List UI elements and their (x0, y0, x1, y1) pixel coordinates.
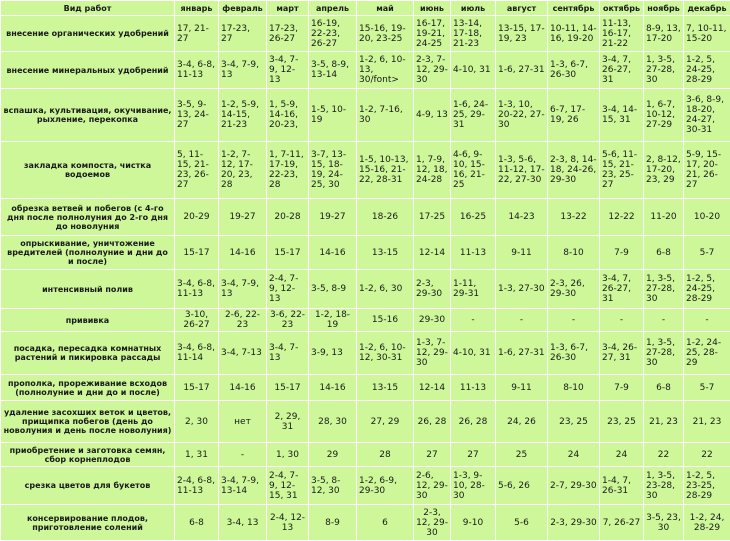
date-cell: 24 (600, 443, 644, 467)
date-cell: 17-23, 26-27 (267, 16, 309, 52)
date-cell: - (548, 309, 600, 332)
date-cell: 17-23, 27 (219, 16, 267, 52)
date-cell: 3-4, 7, 26-27, 31 (600, 270, 644, 309)
activity-cell: вспашка, культивация, окучивание, рыхление, перекопка (1, 89, 175, 142)
date-cell: 2-3, 7-12, 29-30 (414, 52, 451, 89)
date-cell: 1, 30 (267, 443, 309, 467)
date-cell: 26, 28 (414, 401, 451, 443)
table-row (1, 270, 730, 309)
date-cell: 16-25 (451, 199, 496, 236)
date-cell: 1-2, 5, 24-25, 28-29 (684, 52, 730, 89)
date-cell: 1-2, 6, 30 (357, 270, 414, 309)
date-cell: 28 (357, 443, 414, 467)
date-cell: 1, 7-9, 12, 18, 24-28 (414, 142, 451, 199)
header-month: декабрь (684, 1, 730, 16)
table-row (1, 309, 730, 332)
date-cell: 7, 26-27 (600, 505, 644, 541)
date-cell: 15-17 (175, 236, 219, 270)
date-cell: 1-6, 27-31 (496, 52, 548, 89)
date-cell: 1-2, 6, 10-12, 30-31 (357, 332, 414, 375)
date-cell: 3-4, 7-13 (219, 332, 267, 375)
date-cell: 13-15, 17-19, 23 (496, 16, 548, 52)
date-cell: 1-2, 18-19 (309, 309, 357, 332)
date-cell: 1, 3-5, 27-28, 30 (644, 52, 684, 89)
activity-cell: удаление засохших веток и цветов, прищипка побегов (день до новолуния и день после новолуния) (1, 401, 175, 443)
date-cell: - (684, 309, 730, 332)
header-month: январь (175, 1, 219, 16)
table-row (1, 467, 730, 505)
table-row (1, 89, 730, 142)
date-cell: 2-3, 29-30 (548, 505, 600, 541)
date-cell: 10-20 (684, 199, 730, 236)
date-cell: 14-16 (309, 375, 357, 401)
activity-cell: опрыскивание, уничтожение вредителей (полнолуние и дни до и после) (1, 236, 175, 270)
activity-cell: посадка, пересадка комнатных растений и пикировка рассады (1, 332, 175, 375)
date-cell: 29-30 (414, 309, 451, 332)
date-cell: 15-17 (267, 236, 309, 270)
date-cell: 1-2, 24-25, 28-29 (684, 332, 730, 375)
date-cell: - (496, 309, 548, 332)
date-cell: - (219, 443, 267, 467)
date-cell: 1-2, 7-12, 17-20, 23, 28 (219, 142, 267, 199)
date-cell: 2-3, 12, 29-30 (414, 505, 451, 541)
date-cell: 6-8 (644, 236, 684, 270)
date-cell: 2-6, 12, 29-30 (414, 467, 451, 505)
date-cell: 3-6, 8-9, 18-20, 24-27, 30-31 (684, 89, 730, 142)
table-row (1, 16, 730, 52)
date-cell: 3-5, 8-9, 13-14 (309, 52, 357, 89)
date-cell: 3-5, 9-13, 24-27 (175, 89, 219, 142)
date-cell: 2-3, 29-30 (414, 270, 451, 309)
date-cell: 1-2, 5, 23-25, 28-29 (684, 467, 730, 505)
date-cell: 1-2, 6-9, 29-30 (357, 467, 414, 505)
date-cell: 1-2, 7-16, 30 (357, 89, 414, 142)
date-cell: 3-6, 22-23 (267, 309, 309, 332)
activity-cell: прививка (1, 309, 175, 332)
date-cell: 3-5, 8-12, 30 (309, 467, 357, 505)
date-cell: 3-4, 26-27, 31 (600, 332, 644, 375)
date-cell: 1, 3-5, 27-28, 30 (644, 270, 684, 309)
header-month: март (267, 1, 309, 16)
date-cell: 15-17 (267, 375, 309, 401)
date-cell: 20-29 (175, 199, 219, 236)
table-row (1, 401, 730, 443)
date-cell: 5-9, 15-17, 20-21, 26-27 (684, 142, 730, 199)
date-cell: 13-22 (548, 199, 600, 236)
date-cell: 1, 3-5, 23-28, 30 (644, 467, 684, 505)
date-cell: 10-11, 14-16, 19-20 (548, 16, 600, 52)
date-cell: 1-3, 6-7, 26-30 (548, 52, 600, 89)
date-cell: 27 (414, 443, 451, 467)
date-cell: 14-16 (219, 375, 267, 401)
date-cell: 16-17, 19-21, 24-25 (414, 16, 451, 52)
date-cell: 3-4, 7, 26-27, 31 (600, 52, 644, 89)
table-row (1, 375, 730, 401)
date-cell: 22 (684, 443, 730, 467)
date-cell: 3-4, 6-8, 11-14 (175, 332, 219, 375)
date-cell: 3-4, 7-9, 13 (219, 270, 267, 309)
activity-cell: интенсивный полив (1, 270, 175, 309)
date-cell: 8-9, 13, 17-20 (644, 16, 684, 52)
activity-cell: срезка цветов для букетов (1, 467, 175, 505)
date-cell: 3-4, 7-13 (267, 332, 309, 375)
table-row (1, 52, 730, 89)
date-cell: 4-10, 31 (451, 52, 496, 89)
header-month: сентябрь (548, 1, 600, 16)
date-cell: 1, 7-11, 17-19, 22-23, 28 (267, 142, 309, 199)
date-cell: 17-25 (414, 199, 451, 236)
date-cell: 3-4, 7-9, 13-14 (219, 467, 267, 505)
date-cell: 4-6, 9-10, 15-16, 21-25 (451, 142, 496, 199)
date-cell: 2-3, 26, 29-30 (548, 270, 600, 309)
date-cell: 7-9 (600, 236, 644, 270)
header-month: февраль (219, 1, 267, 16)
date-cell: 15-17 (175, 375, 219, 401)
header-row (1, 1, 730, 16)
date-cell: 1, 6-7, 10-12, 27-29 (644, 89, 684, 142)
date-cell: 16-19, 22-23, 26-27 (309, 16, 357, 52)
table-row (1, 236, 730, 270)
date-cell: 3-10, 26-27 (175, 309, 219, 332)
date-cell: 20-28 (267, 199, 309, 236)
date-cell: - (600, 309, 644, 332)
date-cell: 3-4, 7-9, 12-13 (267, 52, 309, 89)
date-cell: 1-3, 7-12, 29-30 (414, 332, 451, 375)
date-cell: 6-7, 17-19, 26 (548, 89, 600, 142)
date-cell: 3-4, 6-8, 11-13 (175, 52, 219, 89)
date-cell: 8-9 (309, 505, 357, 541)
table-row (1, 332, 730, 375)
date-cell: 5-6, 26 (496, 467, 548, 505)
date-cell: 3-7, 13-15, 18-19, 24-25, 30 (309, 142, 357, 199)
date-cell: нет (219, 401, 267, 443)
date-cell: 1-6, 24-25, 29-31 (451, 89, 496, 142)
date-cell: - (451, 309, 496, 332)
date-cell: 21, 23 (644, 401, 684, 443)
date-cell: 12-22 (600, 199, 644, 236)
date-cell: 11-13 (451, 236, 496, 270)
date-cell: 5, 11-15, 21-23, 26-27 (175, 142, 219, 199)
date-cell: 1-5, 10-19 (309, 89, 357, 142)
date-cell: 19-27 (309, 199, 357, 236)
date-cell: 25 (496, 443, 548, 467)
date-cell: 5-7 (684, 236, 730, 270)
date-cell: 14-23 (496, 199, 548, 236)
date-cell: 3-9, 13 (309, 332, 357, 375)
date-cell: 1-2, 5, 24-25, 28-29 (684, 270, 730, 309)
date-cell: 1-4, 7, 26-31 (600, 467, 644, 505)
date-cell: 1-3, 10, 20-22, 27-30 (496, 89, 548, 142)
date-cell: 1, 3-5, 27-28, 30 (644, 332, 684, 375)
header-month: ноябрь (644, 1, 684, 16)
activity-cell: консервирование плодов, приготовление солений (1, 505, 175, 541)
date-cell: 23, 25 (600, 401, 644, 443)
table-row (1, 199, 730, 236)
date-cell: 2, 29, 31 (267, 401, 309, 443)
date-cell: 6-8 (644, 375, 684, 401)
date-cell: 5-6 (496, 505, 548, 541)
date-cell: 29 (309, 443, 357, 467)
date-cell: 11-13 (451, 375, 496, 401)
date-cell: 2-4, 7-9, 12-13 (267, 270, 309, 309)
date-cell: 12-14 (414, 375, 451, 401)
date-cell: 3-4, 6-8, 11-13 (175, 270, 219, 309)
date-cell: 6 (357, 505, 414, 541)
date-cell: 1-11, 29-31 (451, 270, 496, 309)
table-row (1, 142, 730, 199)
date-cell: - (644, 309, 684, 332)
date-cell: 1-6, 27-31 (496, 332, 548, 375)
date-cell: 9-11 (496, 375, 548, 401)
date-cell: 19-27 (219, 199, 267, 236)
date-cell: 26, 28 (451, 401, 496, 443)
date-cell: 3-4, 14-15, 31 (600, 89, 644, 142)
header-month: май (357, 1, 414, 16)
activity-cell: приобретение и заготовка семян, сбор корнеплодов (1, 443, 175, 467)
date-cell: 4-10, 31 (451, 332, 496, 375)
date-cell: 15-16 (357, 309, 414, 332)
date-cell: 24 (548, 443, 600, 467)
date-cell: 1-5, 10-13, 15-16, 21-22, 28-31 (357, 142, 414, 199)
date-cell: 11-20 (644, 199, 684, 236)
date-cell: 2-4, 12-13 (267, 505, 309, 541)
date-cell: 15-16, 19-20, 23-25 (357, 16, 414, 52)
date-cell: 1, 5-9, 14-16, 20-23, (267, 89, 309, 142)
date-cell: 2, 8-12, 17-20, 23, 29 (644, 142, 684, 199)
date-cell: 1-2, 5-9, 14-15, 21-23 (219, 89, 267, 142)
date-cell: 24, 26 (496, 401, 548, 443)
date-cell: 27 (451, 443, 496, 467)
date-cell: 27, 29 (357, 401, 414, 443)
date-cell: 2-3, 8, 14-18, 24-26, 29-30 (548, 142, 600, 199)
date-cell: 3-5, 23, 30 (644, 505, 684, 541)
date-cell: 5-7 (684, 375, 730, 401)
date-cell: 1-3, 27-30 (496, 270, 548, 309)
header-month: июль (451, 1, 496, 16)
date-cell: 28, 30 (309, 401, 357, 443)
header-month: апрель (309, 1, 357, 16)
header-month: июнь (414, 1, 451, 16)
date-cell: 1-3, 5-6, 11-12, 17-22, 27-30 (496, 142, 548, 199)
date-cell: 1-2, 6, 10-13, 30/font> (357, 52, 414, 89)
activity-cell: внесение минеральных удобрений (1, 52, 175, 89)
activity-cell: прополка, прореживание всходов (полнолуние и дни до и после) (1, 375, 175, 401)
date-cell: 3-4, 13 (219, 505, 267, 541)
date-cell: 1, 31 (175, 443, 219, 467)
date-cell: 23, 25 (548, 401, 600, 443)
date-cell: 22 (644, 443, 684, 467)
date-cell: 18-26 (357, 199, 414, 236)
date-cell: 13-15 (357, 375, 414, 401)
date-cell: 3-4, 7-9, 13 (219, 52, 267, 89)
date-cell: 13-14, 17-18, 21-23 (451, 16, 496, 52)
date-cell: 1-2, 24, 28-29 (684, 505, 730, 541)
date-cell: 14-16 (219, 236, 267, 270)
date-cell: 14-16 (309, 236, 357, 270)
date-cell: 8-10 (548, 236, 600, 270)
date-cell: 2-4, 6-8, 11-13 (175, 467, 219, 505)
date-cell: 1-3, 6-7, 26-30 (548, 332, 600, 375)
date-cell: 21, 23 (684, 401, 730, 443)
date-cell: 17, 21-27 (175, 16, 219, 52)
date-cell: 4-9, 13 (414, 89, 451, 142)
date-cell: 2-6, 22-23 (219, 309, 267, 332)
activity-cell: закладка компоста, чистка водоемов (1, 142, 175, 199)
date-cell: 12-14 (414, 236, 451, 270)
table-row (1, 443, 730, 467)
header-work-type: Вид работ (1, 1, 175, 16)
date-cell: 8-10 (548, 375, 600, 401)
date-cell: 3-5, 8-9 (309, 270, 357, 309)
date-cell: 13-15 (357, 236, 414, 270)
date-cell: 9-11 (496, 236, 548, 270)
activity-cell: внесение органических удобрений (1, 16, 175, 52)
date-cell: 2, 30 (175, 401, 219, 443)
date-cell: 2-7, 29-30 (548, 467, 600, 505)
activity-cell: обрезка ветвей и побегов (с 4-го дня после полнолуния до 2-го дня до новолуния (1, 199, 175, 236)
date-cell: 11-13, 16-17, 21-22 (600, 16, 644, 52)
header-month: август (496, 1, 548, 16)
header-month: октябрь (600, 1, 644, 16)
date-cell: 9-10 (451, 505, 496, 541)
date-cell: 6-8 (175, 505, 219, 541)
date-cell: 7-9 (600, 375, 644, 401)
date-cell: 1-3, 9-10, 28-30 (451, 467, 496, 505)
date-cell: 5-6, 11-15, 21-23, 25-27 (600, 142, 644, 199)
table-row (1, 505, 730, 541)
date-cell: 2-4, 7-9, 12-15, 31 (267, 467, 309, 505)
date-cell: 7, 10-11, 15-20 (684, 16, 730, 52)
